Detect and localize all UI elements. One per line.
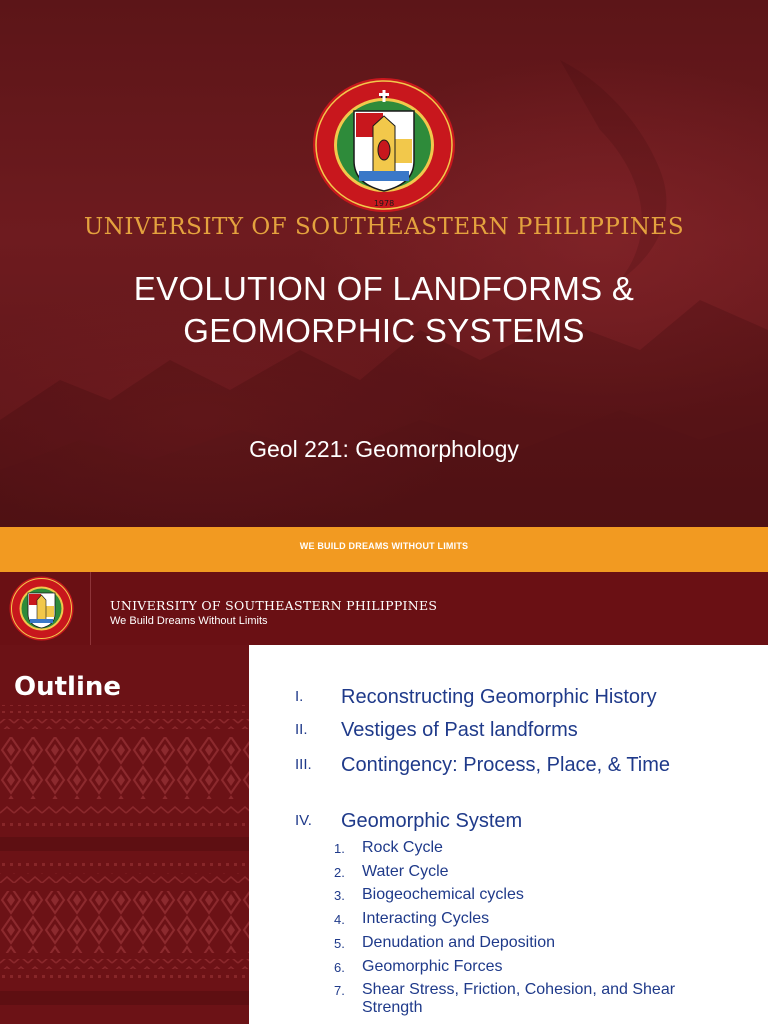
university-name: UNIVERSITY OF SOUTHEASTERN PHILIPPINES bbox=[83, 214, 685, 240]
item-number: II. bbox=[295, 721, 308, 738]
header-university-name: UNIVERSITY OF SOUTHEASTERN PHILIPPINES bbox=[110, 598, 438, 613]
item-number: I. bbox=[295, 688, 304, 705]
slogan-band bbox=[0, 527, 768, 572]
subitem-text: Shear Stress, Friction, Cohesion, and Shear Strength bbox=[362, 981, 676, 1016]
subitem-number: 1. bbox=[334, 841, 345, 856]
subitem-text: Denudation and Deposition bbox=[362, 934, 556, 951]
item-number: IV. bbox=[295, 812, 312, 829]
item-text: Contingency: Process, Place, & Time bbox=[341, 754, 671, 776]
university-seal-logo bbox=[311, 76, 457, 214]
item-text: Geomorphic System bbox=[341, 810, 523, 832]
subitem-text: Geomorphic Forces bbox=[362, 958, 503, 975]
title-line-1: EVOLUTION OF LANDFORMS & bbox=[133, 270, 635, 307]
university-seal-small-logo bbox=[9, 576, 74, 641]
subitem-number: 2. bbox=[334, 865, 345, 880]
item-text: Reconstructing Geomorphic History bbox=[341, 686, 657, 708]
subitem-text: Water Cycle bbox=[362, 863, 449, 880]
header-tagline: We Build Dreams Without Limits bbox=[110, 615, 268, 627]
subitem-number: 7. bbox=[334, 983, 345, 998]
outline-slide-header bbox=[0, 572, 768, 645]
title-line-2: GEOMORPHIC SYSTEMS bbox=[183, 312, 585, 349]
seal-year-text: 1978 bbox=[373, 199, 395, 208]
outline-heading: Outline bbox=[14, 672, 122, 702]
subitem-text: Biogeochemical cycles bbox=[362, 886, 524, 903]
subitem-text: Rock Cycle bbox=[362, 839, 443, 856]
subitem-number: 4. bbox=[334, 912, 345, 927]
header-divider bbox=[90, 572, 91, 645]
subitem-number: 3. bbox=[334, 888, 345, 903]
subitem-text: Interacting Cycles bbox=[362, 910, 490, 927]
slogan-text: WE BUILD DREAMS WITHOUT LIMITS bbox=[299, 541, 469, 551]
course-subtitle: Geol 221: Geomorphology bbox=[249, 436, 519, 462]
subitem-number: 6. bbox=[334, 960, 345, 975]
presentation-title bbox=[0, 268, 768, 352]
item-text: Vestiges of Past landforms bbox=[341, 719, 578, 741]
subitem-number: 5. bbox=[334, 936, 345, 951]
item-number: III. bbox=[295, 756, 312, 773]
